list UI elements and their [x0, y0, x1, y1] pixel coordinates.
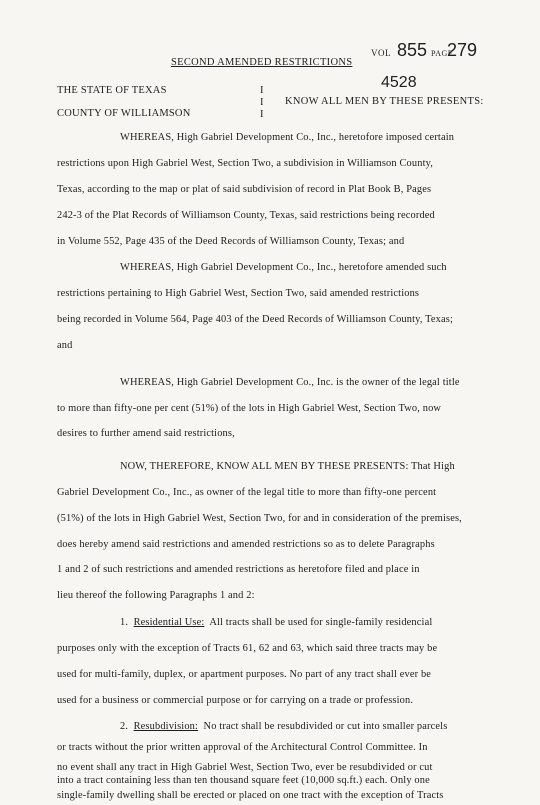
paragraph-line: no event shall any tract in High Gabriel West, Section Two, ever be resubdivided or cut	[57, 762, 433, 773]
item-number: 1.	[120, 617, 129, 628]
paragraph-line: to more than fifty-one per cent (51%) of the lots in High Gabriel West, Section Two, now	[57, 403, 442, 414]
paragraph-line: 242-3 of the Plat Records of Williamson County, Texas, said restrictions being recorded	[57, 210, 435, 221]
item-2-first-line	[120, 721, 447, 732]
know-all-men-caption: KNOW ALL MEN BY THESE PRESENTS:	[285, 96, 484, 107]
item-text: All tracts shall be used for single-family residencial	[209, 617, 433, 628]
paragraph-line: 1 and 2 of such restrictions and amended restrictions as heretofore filed and place in	[57, 564, 420, 575]
paragraph-line: into a tract containing less than ten thousand square feet (10,000 sq.ft.) each. Only one	[57, 775, 430, 786]
item-1-first-line	[120, 617, 432, 628]
item-heading: Residential Use:	[133, 617, 205, 628]
caption-separator: I	[260, 85, 264, 96]
caption-separator: I	[260, 109, 264, 120]
paragraph-line: Gabriel Development Co., Inc., as owner of the legal title to more than fifty-one percent	[57, 487, 437, 498]
paragraph-line: desires to further amend said restrictions,	[57, 428, 235, 439]
paragraph-line: single-family dwelling shall be erected or placed on one tract with the exception of Tracts	[57, 790, 444, 801]
paragraph-line: and	[57, 340, 73, 351]
paragraph-line: restrictions pertaining to High Gabriel West, Section Two, said amended restrictions	[57, 288, 420, 299]
paragraph-line: WHEREAS, High Gabriel Development Co., Inc. is the owner of the legal title	[120, 377, 460, 388]
county-caption: COUNTY OF WILLIAMSON	[57, 108, 191, 119]
volume-label: VOL	[371, 48, 391, 58]
paragraph-line: or tracts without the prior written approval of the Architectural Control Committee. In	[57, 742, 428, 753]
paragraph-line: Texas, according to the map or plat of said subdivision of record in Plat Book B, Pages	[57, 184, 432, 195]
item-number: 2.	[120, 721, 129, 732]
page-number: 279	[447, 40, 478, 60]
page-label: PAGE	[431, 49, 454, 58]
document-number: 4528	[381, 74, 417, 91]
document-title: SECOND AMENDED RESTRICTIONS	[171, 57, 353, 68]
caption-separator: I	[260, 97, 264, 108]
paragraph-line: used for multi-family, duplex, or apartment purposes. No part of any tract shall ever be	[57, 669, 432, 680]
paragraph-line: WHEREAS, High Gabriel Development Co., Inc., heretofore imposed certain	[120, 132, 455, 143]
paragraph-line: restrictions upon High Gabriel West, Section Two, a subdivision in Williamson County,	[57, 158, 434, 169]
paragraph-line: WHEREAS, High Gabriel Development Co., Inc., heretofore amended such	[120, 262, 447, 273]
paragraph-line: does hereby amend said restrictions and amended restrictions so as to delete Paragraphs	[57, 539, 435, 550]
paragraph-line: lieu thereof the following Paragraphs 1 and 2:	[57, 590, 255, 601]
state-caption: THE STATE OF TEXAS	[57, 85, 167, 96]
paragraph-line: NOW, THEREFORE, KNOW ALL MEN BY THESE PRESENTS: That High	[120, 461, 455, 472]
paragraph-line: in Volume 552, Page 435 of the Deed Records of Williamson County, Texas; and	[57, 236, 405, 247]
paragraph-line: used for a business or commercial purpose or for carrying on a trade or profession.	[57, 695, 414, 706]
item-text: No tract shall be resubdivided or cut into smaller parcels	[203, 721, 448, 732]
paragraph-line: being recorded in Volume 564, Page 403 of the Deed Records of Williamson County, Texas;	[57, 314, 453, 325]
paragraph-line: (51%) of the lots in High Gabriel West, Section Two, for and in consideration of the premises,	[57, 513, 462, 524]
book-number: 855	[397, 40, 428, 60]
paragraph-line: purposes only with the exception of Tracts 61, 62 and 63, which said three tracts may be	[57, 643, 438, 654]
item-heading: Resubdivision:	[133, 721, 199, 732]
